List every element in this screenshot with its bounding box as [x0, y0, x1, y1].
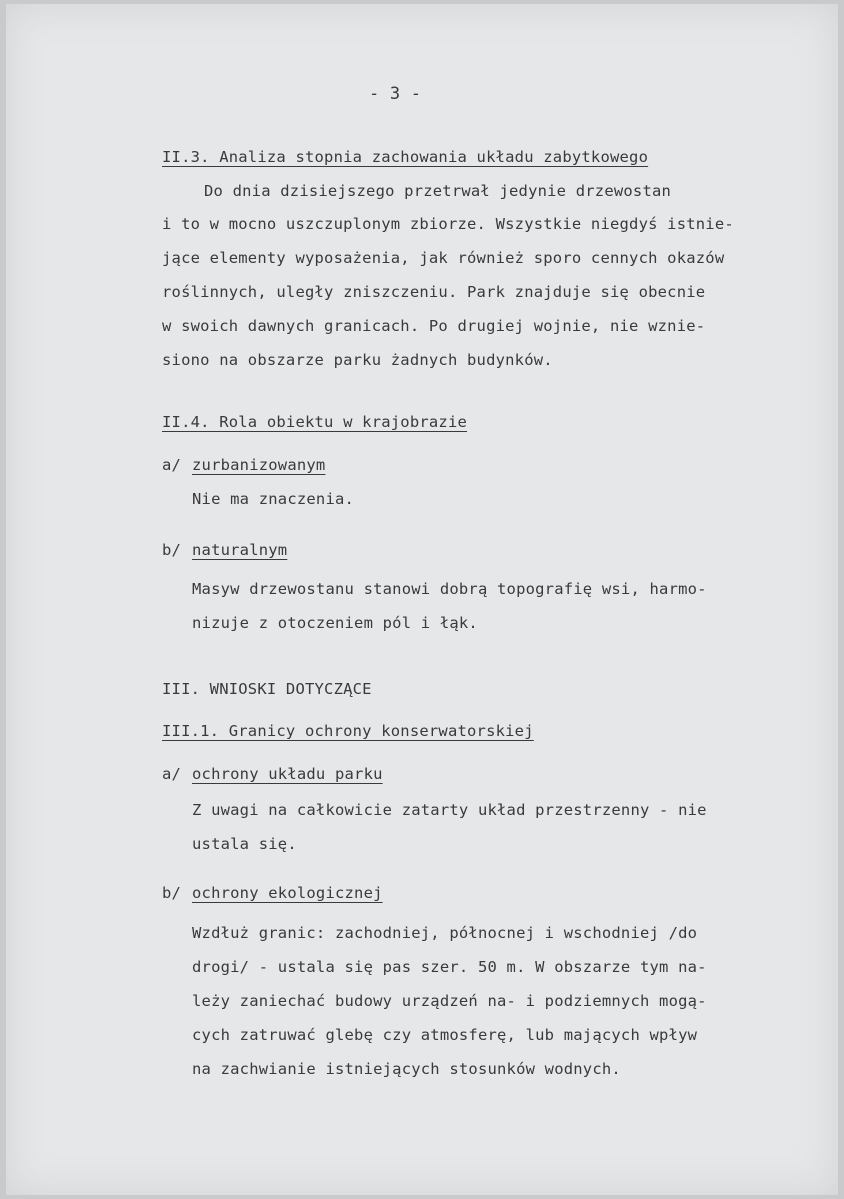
text-line: Do dnia dzisiejszego przetrwał jedynie drzewostan — [204, 182, 672, 200]
text-line: ustala się. — [192, 835, 297, 853]
section-heading-iii: III. WNIOSKI DOTYCZĄCE — [162, 680, 372, 698]
text-line: jące elementy wyposażenia, jak również sporo cennych okazów — [162, 249, 725, 267]
subheading-urbanized: zurbanizowanym — [192, 456, 326, 474]
text-line: roślinnych, uległy zniszczeniu. Park znajduje się obecnie — [162, 283, 706, 301]
text-line: Z uwagi na całkowicie zatarty układ przestrzenny - nie — [192, 801, 707, 819]
text-line: drogi/ - ustala się pas szer. 50 m. W obszarze tym na- — [192, 958, 707, 976]
text-line: cych zatruwać glebę czy atmosferę, lub mających wpływ — [192, 1026, 698, 1044]
document-page — [6, 4, 838, 1195]
subheading-park-layout: ochrony układu parku — [192, 765, 383, 783]
text-line: leży zaniechać budowy urządzeń na- i podziemnych mogą- — [192, 992, 707, 1010]
list-marker: a/ — [162, 765, 182, 783]
text-line: i to w mocno uszczuplonym zbiorze. Wszystkie niegdyś istnie- — [162, 215, 734, 233]
page-number: - 3 - — [369, 84, 422, 104]
section-heading-iii1: III.1. Granicy ochrony konserwatorskiej — [162, 722, 534, 740]
text-line: Nie ma znaczenia. — [192, 490, 355, 508]
text-line: w swoich dawnych granicach. Po drugiej wojnie, nie wznie- — [162, 317, 706, 335]
text-line: na zachwianie istniejących stosunków wodnych. — [192, 1060, 621, 1078]
text-line: Masyw drzewostanu stanowi dobrą topografię wsi, harmo- — [192, 580, 707, 598]
section-heading-ii3: II.3. Analiza stopnia zachowania układu zabytkowego — [162, 148, 649, 166]
text-line: nizuje z otoczeniem pól i łąk. — [192, 614, 478, 632]
subheading-natural: naturalnym — [192, 541, 288, 559]
subheading-ecological: ochrony ekologicznej — [192, 884, 383, 902]
text-line: Wzdłuż granic: zachodniej, północnej i wschodniej /do — [192, 924, 698, 942]
text-line: siono na obszarze parku żadnych budynków. — [162, 351, 553, 369]
list-marker: b/ — [162, 884, 182, 902]
section-heading-ii4: II.4. Rola obiektu w krajobrazie — [162, 413, 468, 431]
list-marker: b/ — [162, 541, 182, 559]
list-marker: a/ — [162, 456, 182, 474]
